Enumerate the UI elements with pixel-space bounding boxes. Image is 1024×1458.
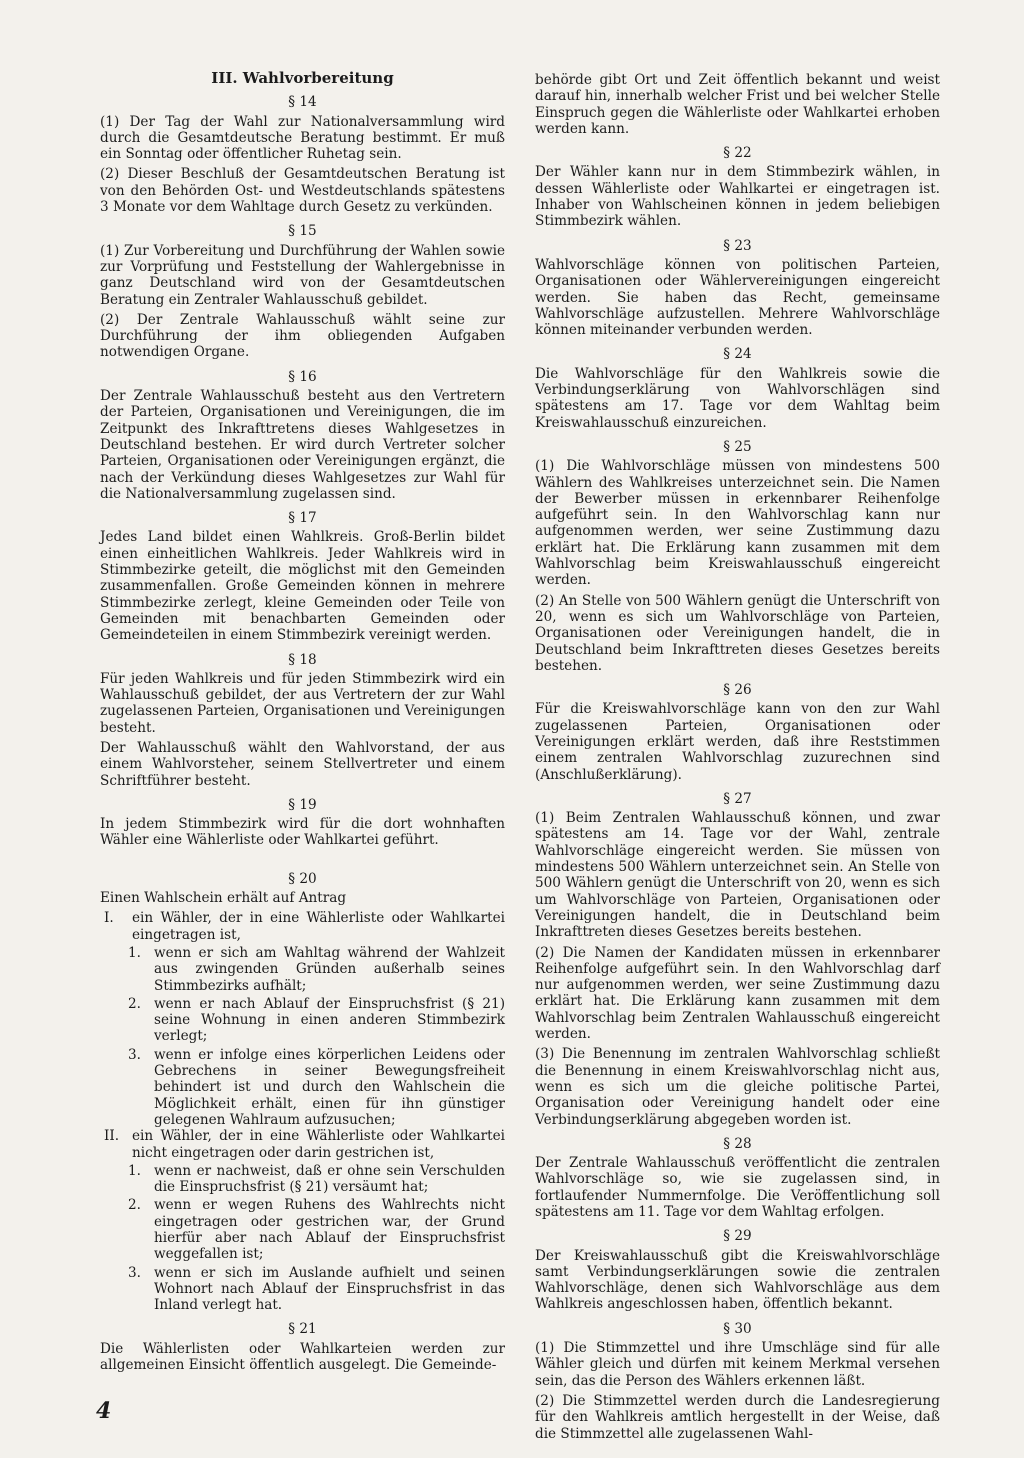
list-marker: 1. xyxy=(128,944,141,961)
list-marker: 3. xyxy=(128,1046,141,1063)
paragraph-text: (2) Der Zentrale Wahlausschuß wählt seine zur Durchführung der ihm obliegenden Aufgaben notwendigen Organe. xyxy=(100,311,505,361)
right-column xyxy=(535,72,940,1446)
list-item-text: wenn er infolge eines körperlichen Leidens oder Gebrechens in seiner Bewegungsfreiheit behindert ist und durch den Wahlschein die Möglichkeit erhält, einen für ihn günstiger gelegenen Wahlraum aufzusuchen; xyxy=(154,1046,505,1128)
list-item xyxy=(120,1163,505,1196)
paragraph-number: § 15 xyxy=(288,223,317,240)
paragraph-text: (1) Die Stimmzettel und ihre Umschläge sind für alle Wähler gleich und dürfen mit keinem Merkmal versehen sein, das die Person des Wählers erkennen läßt. xyxy=(535,1340,940,1389)
paragraph-text: Einen Wahlschein erhält auf Antrag xyxy=(100,890,347,907)
list-item xyxy=(100,910,505,943)
list-marker: II. xyxy=(104,1128,120,1145)
list-item xyxy=(120,1047,505,1128)
paragraph-number: § 14 xyxy=(288,94,317,111)
list-marker: 2. xyxy=(128,1197,141,1214)
list-marker: 1. xyxy=(128,1162,141,1179)
list-item-text: wenn er sich im Auslande aufhielt und seinen Wohnort nach Ablauf der Einspruchsfrist in das Inland verlegt hat. xyxy=(154,1264,505,1314)
left-column xyxy=(100,70,505,1377)
paragraph-number: § 16 xyxy=(288,368,317,385)
page-number: 4 xyxy=(96,1398,112,1424)
paragraph-text: Der Wähler kann nur in dem Stimmbezirk wählen, in dessen Wählerliste oder Wahlkartei er eingetragen ist. Inhaber von Wahlscheinen können in jedem beliebigen Stimmbezirk wählen. xyxy=(535,164,940,230)
paragraph-text: Der Wahlausschuß wählt den Wahlvorstand, der aus einem Wahlvorsteher, seinem Stellvertreter und einem Schriftführer besteht. xyxy=(100,739,505,789)
list-item-text: wenn er nach Ablauf der Einspruchsfrist (§ 21) seine Wohnung in einen anderen Stimmbezirk verlegt; xyxy=(154,995,505,1045)
paragraph-text: Für die Kreiswahlvorschläge kann von den zur Wahl zugelassenen Parteien, Organisationen oder Vereinigungen erklärt werden, daß ihre Reststimmen einem zentralen Wahlvorschlag zuzurechnen sind (Anschlußerklärung). xyxy=(535,701,940,783)
paragraph-text: (2) Die Namen der Kandidaten müssen in erkennbarer Reihenfolge aufgeführt sein. In den Wahlvorschlag darf nur aufgenommen werden, wer seine Zustimmung dazu erklärt hat. Die Erklärung kann zusammen mit dem Wahlvorschlag beim Zentralen Wahlausschuß eingereicht werden. xyxy=(535,944,940,1043)
paragraph-number: § 22 xyxy=(723,145,752,162)
paragraph-text: (1) Zur Vorbereitung und Durchführung der Wahlen sowie zur Vorprüfung und Feststellung der Wahlergebnisse in ganz Deutschland wird von der Gesamtdeutschen Beratung ein Zentraler Wahlausschuß gebildet. xyxy=(100,242,505,308)
list-item xyxy=(120,1197,505,1262)
paragraph-text: (1) Die Wahlvorschläge müssen von mindestens 500 Wählern des Wahlkreises unterzeichnet sein. Die Namen der Bewerber müssen in erkennbarer Reihenfolge aufgeführt sein. In den Wahlvorschlag kann nur aufgenommen werden, wer seine Zustimmung dazu erklärt hat. Die Erklärung kann zusammen mit dem Wahlvorschlag beim Kreiswahlausschuß eingereicht werden. xyxy=(535,458,940,589)
list-item xyxy=(120,945,505,994)
paragraph-text: (1) Beim Zentralen Wahlausschuß können, und zwar spätestens am 14. Tage vor der Wahl, zentrale Wahlvorschläge eingereicht werden. Sie müssen von mindestens 500 Wählern unterzeichnet sein. An Stelle von 500 Wählern genügt die Unterschrift von 20, wenn es sich um Wahlvorschläge von Parteien, Organisationen oder Vereinigungen handelt, die in Deutschland beim Inkrafttreten dieses Gesetzes bereits bestehen. xyxy=(535,810,940,941)
paragraph-number: § 18 xyxy=(288,651,317,668)
paragraph-number: § 30 xyxy=(723,1320,752,1337)
paragraph-number: § 23 xyxy=(723,237,752,254)
paragraph-text: Die Wählerlisten oder Wahlkarteien werden zur allgemeinen Einsicht öffentlich ausgelegt. Die Gemeinde- xyxy=(100,1340,505,1374)
paragraph-number: § 20 xyxy=(288,870,317,887)
paragraph-number: § 29 xyxy=(723,1228,752,1245)
paragraph-text: (3) Die Benennung im zentralen Wahlvorschlag schließt die Benennung in einem Kreiswahlvorschlag nicht aus, wenn es sich um die gleiche politische Partei, Organisation oder Vereinigung handelt oder eine Verbindungserklärung abgegeben worden ist. xyxy=(535,1046,940,1128)
paragraph-number: § 25 xyxy=(723,438,752,455)
section-heading: III. Wahlvorbereitung xyxy=(211,69,394,87)
paragraph-number: § 28 xyxy=(723,1135,752,1152)
list-marker: I. xyxy=(104,910,114,927)
paragraph-text: Der Kreiswahlausschuß gibt die Kreiswahlvorschläge samt Verbindungserklärungen sowie die zentralen Wahlvorschläge, denen sich Wahlvorschläge aus dem Wahlkreis angeschlossen haben, öffentlich bekannt. xyxy=(535,1247,940,1313)
list-marker: 2. xyxy=(128,995,141,1012)
list-item xyxy=(120,1265,505,1314)
paragraph-number: § 19 xyxy=(288,796,317,813)
list-item-text: wenn er sich am Wahltag während der Wahlzeit aus zwingenden Gründen außerhalb seines Stimmbezirks aufhält; xyxy=(154,944,505,994)
paragraph-text: (2) Dieser Beschluß der Gesamtdeutschen Beratung ist von den Behörden Ost- und Westdeutschlands spätestens 3 Monate vor dem Wahltage durch Gesetz zu verkünden. xyxy=(100,166,505,216)
paragraph-number: § 27 xyxy=(723,790,752,807)
list-item xyxy=(100,1128,505,1161)
paragraph-number: § 26 xyxy=(723,682,752,699)
list-marker: 3. xyxy=(128,1264,141,1281)
paragraph-text: (2) An Stelle von 500 Wählern genügt die Unterschrift von 20, wenn es sich um Wahlvorschläge von Parteien, Organisationen oder Vereinigungen handelt, die in Deutschland beim Inkrafttreten dieses Gesetzes bereits bestehen. xyxy=(535,592,940,674)
paragraph-text: Wahlvorschläge können von politischen Parteien, Organisationen oder Wählervereinigungen eingereicht werden. Sie haben das Recht, gemeinsame Wahlvorschläge aufzustellen. Mehrere Wahlvorschläge können miteinander verbunden werden. xyxy=(535,256,940,339)
list-item xyxy=(120,996,505,1045)
paragraph-text: Jedes Land bildet einen Wahlkreis. Groß-Berlin bildet einen einheitlichen Wahlkreis. Jeder Wahlkreis wird in Stimmbezirke geteilt, die möglichst mit den Gemeinden zusammenfallen. Große Gemeinden können in mehrere Stimmbezirke zerlegt, kleine Gemeinden oder Teile von Gemeinden mit benachbarten Gemeinden oder Gemeindeteilen in einem Stimmbezirk vereinigt werden. xyxy=(100,529,505,644)
list-item-text: ein Wähler, der in eine Wählerliste oder Wahlkartei nicht eingetragen oder darin gestrichen ist, xyxy=(132,1128,505,1161)
paragraph-text: (1) Der Tag der Wahl zur Nationalversammlung wird durch die Gesamtdeutsche Beratung bestimmt. Er muß ein Sonntag oder öffentlicher Ruhetag sein. xyxy=(100,113,505,163)
list-item-text: ein Wähler, der in eine Wählerliste oder Wahlkartei eingetragen ist, xyxy=(132,910,505,943)
paragraph-number: § 17 xyxy=(288,510,317,527)
paragraph-text: Der Zentrale Wahlausschuß besteht aus den Vertretern der Parteien, Organisationen und Vereinigungen, die im Zeitpunkt des Inkrafttretens dieses Wahlgesetzes in Deutschland bestehen. Er wird durch Vertreter solcher Parteien, Organisationen oder Vereinigungen ergänzt, die nach der Verkündung dieses Wahlgesetzes zur Wahl für die Nationalversammlung zugelassen sind. xyxy=(100,388,505,502)
paragraph-text: In jedem Stimmbezirk wird für die dort wohnhaften Wähler eine Wählerliste oder Wahlkartei geführt. xyxy=(100,816,505,849)
paragraph-text: behörde gibt Ort und Zeit öffentlich bekannt und weist darauf hin, innerhalb welcher Frist und bei welcher Stelle Einspruch gegen die Wählerliste oder Wahlkartei erhoben werden kann. xyxy=(535,72,940,137)
list-item-text: wenn er wegen Ruhens des Wahlrechts nicht eingetragen oder gestrichen war, der Grund hierfür aber nach Ablauf der Einspruchsfrist weggefallen ist; xyxy=(154,1197,505,1263)
paragraph-number: § 24 xyxy=(723,346,752,363)
paragraph-text: (2) Die Stimmzettel werden durch die Landesregierung für den Wahlkreis amtlich hergestellt in der Weise, daß die Stimmzettel alle zugelassenen Wahl- xyxy=(535,1392,940,1442)
paragraph-text: Für jeden Wahlkreis und für jeden Stimmbezirk wird ein Wahlausschuß gebildet, der aus Vertretern der zur Wahl zugelassenen Parteien, Organisationen und Vereinigungen besteht. xyxy=(100,670,505,736)
paragraph-number: § 21 xyxy=(288,1321,317,1338)
paragraph-text: Die Wahlvorschläge für den Wahlkreis sowie die Verbindungserklärung von Wahlvorschlägen sind spätestens am 17. Tage vor dem Wahltag beim Kreiswahlausschuß einzureichen. xyxy=(535,365,940,431)
list-item-text: wenn er nachweist, daß er ohne sein Verschulden die Einspruchsfrist (§ 21) versäumt hat; xyxy=(154,1162,505,1196)
paragraph-text: Der Zentrale Wahlausschuß veröffentlicht die zentralen Wahlvorschläge so, wie sie zugelassen sind, in fortlaufender Nummernfolge. Die Veröffentlichung soll spätestens am 11. Tage vor dem Wahltag erfolgen. xyxy=(535,1155,940,1220)
